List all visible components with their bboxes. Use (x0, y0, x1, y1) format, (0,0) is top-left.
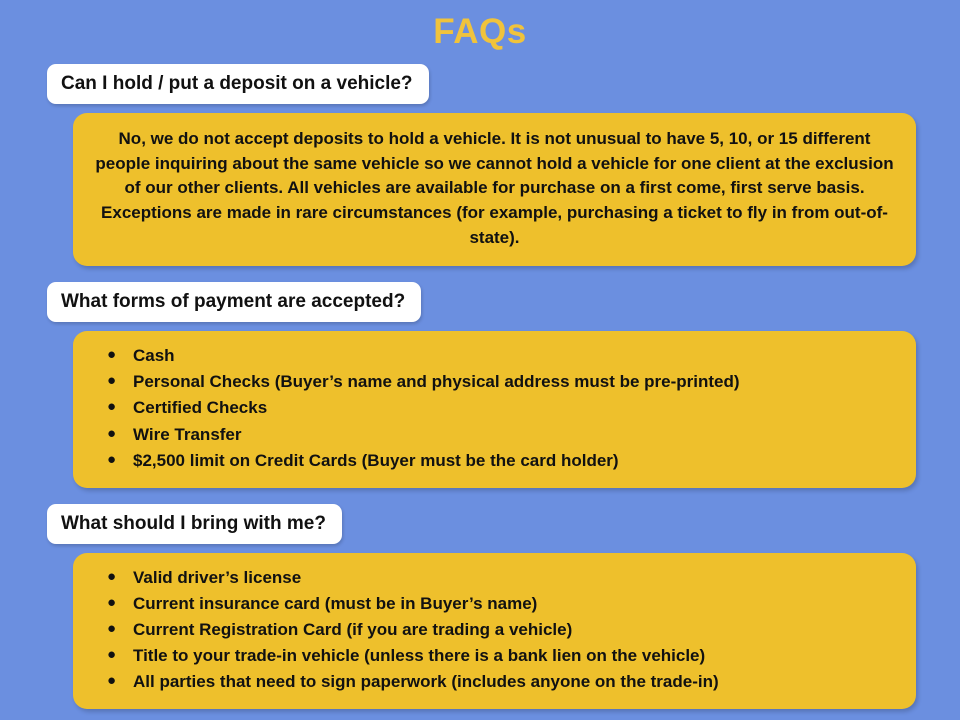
bullet-icon: ● (107, 593, 117, 611)
list-item (95, 423, 894, 447)
list-item (95, 449, 894, 473)
list-item-label: Certified Checks (133, 398, 268, 418)
list-item (95, 344, 894, 368)
faq-question-2-container (0, 282, 960, 322)
bullet-icon: ● (107, 372, 117, 390)
bullet-icon: ● (107, 424, 117, 442)
faq-question-3-container (0, 504, 960, 544)
list-item (95, 644, 894, 668)
list-item-label: Personal Checks (Buyer’s name and physical address must be pre-printed) (133, 372, 740, 392)
faq-answer-2 (73, 331, 916, 488)
bring-with-you-list (95, 566, 894, 695)
bullet-icon: ● (107, 620, 117, 638)
list-item-label: Title to your trade-in vehicle (unless there is a bank lien on the vehicle) (133, 646, 706, 666)
bullet-icon: ● (107, 567, 117, 585)
bullet-icon: ● (107, 398, 117, 416)
faq-answer-3 (73, 553, 916, 710)
faq-question-3: What should I bring with me? (47, 504, 342, 544)
list-item (95, 670, 894, 694)
list-item-label: Current Registration Card (if you are trading a vehicle) (133, 620, 573, 640)
payment-methods-list (95, 344, 894, 473)
bullet-icon: ● (107, 346, 117, 364)
list-item-label: Current insurance card (must be in Buyer’s name) (133, 593, 538, 613)
bullet-icon: ● (107, 672, 117, 690)
faq-question-1: Can I hold / put a deposit on a vehicle? (47, 64, 429, 104)
list-item-label: All parties that need to sign paperwork (includes anyone on the trade-in) (133, 672, 719, 692)
list-item (95, 396, 894, 420)
list-item-label: Cash (133, 346, 175, 366)
list-item (95, 566, 894, 590)
list-item-label: $2,500 limit on Credit Cards (Buyer must be the card holder) (133, 450, 619, 470)
list-item-label: Valid driver’s license (133, 567, 302, 587)
list-item-label: Wire Transfer (133, 424, 242, 444)
list-item (95, 370, 894, 394)
faq-question-1-container (0, 64, 960, 104)
list-item (95, 592, 894, 616)
bullet-icon: ● (107, 450, 117, 468)
faq-question-2: What forms of payment are accepted? (47, 282, 421, 322)
page-title: FAQs (433, 12, 527, 51)
list-item (95, 618, 894, 642)
bullet-icon: ● (107, 646, 117, 664)
faq-answer-1: No, we do not accept deposits to hold a vehicle. It is not unusual to have 5, 10, or 15 different people inquiring about the same vehicle so we cannot hold a vehicle for one client at the exclusion of our other clients. All vehicles are available for purchase on a first come, first serve basis. Exceptions are made in rare circumstances (for example, purchasing a ticket to fly in from out-of-state). (73, 113, 916, 266)
